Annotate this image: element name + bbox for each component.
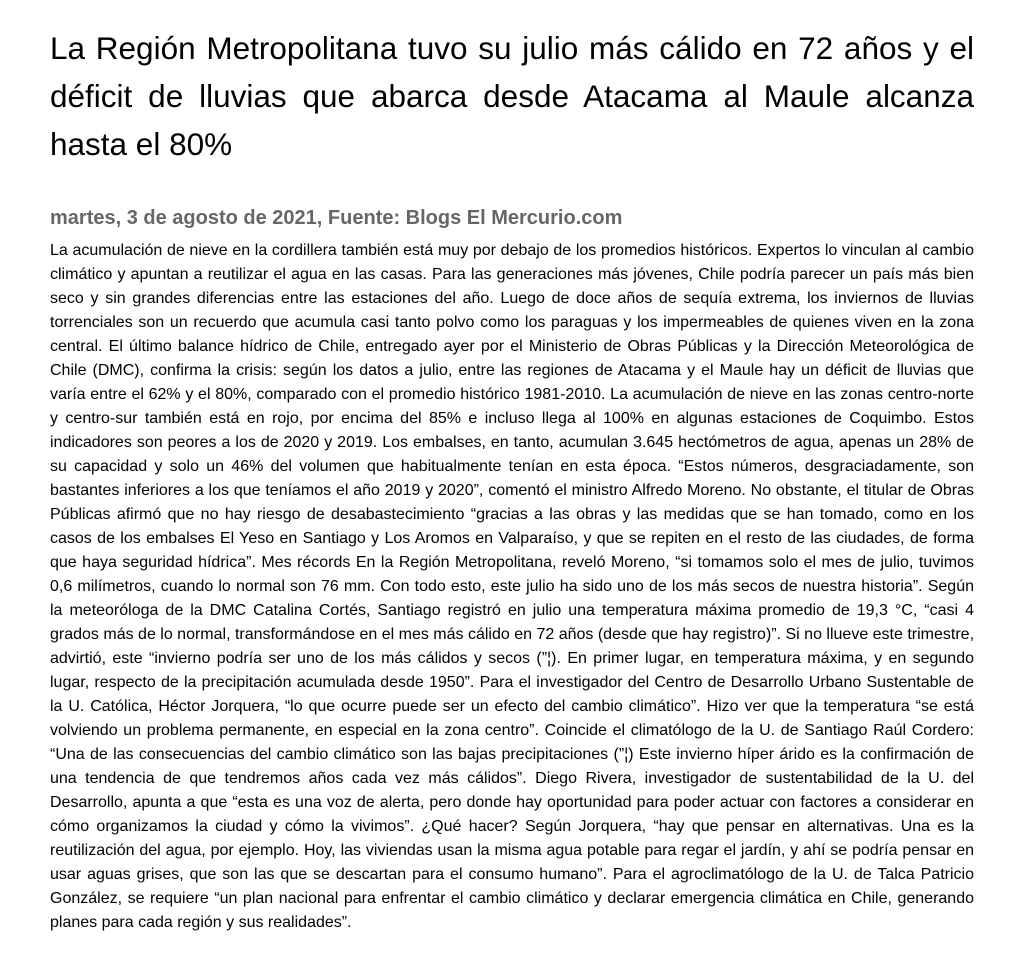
article-body: La acumulación de nieve en la cordillera también está muy por debajo de los promedios históricos. Expertos lo vinculan al cambio climático y apuntan a reutilizar el agua en las casas. Para las generaciones más jóvenes, Chile podría parecer un país más bien seco y sin grandes diferencias entre las estaciones del año. Luego de doce años de sequía extrema, los inviernos de lluvias torrenciales son un recuerdo que acumula casi tanto polvo como los paraguas y los impermeables de quienes viven en la zona central. El último balance hídrico de Chile, entregado ayer por el Ministerio de Obras Públicas y la Dirección Meteorológica de Chile (DMC), confirma la crisis: según los datos a julio, entre las regiones de Atacama y el Maule hay un déficit de lluvias que varía entre el 62% y el 80%, comparado con el promedio histórico 1981-2010. La acumulación de nieve en las zonas centro-norte y centro-sur también está en rojo, por encima del 85% e incluso llega al 100% en algunas estaciones de Coquimbo. Estos indicadores son peores a los de 2020 y 2019. Los embalses, en tanto, acumulan 3.645 hectómetros de agua, apenas un 28% de su capacidad y solo un 46% del volumen que habitualmente tenían en esta época. “Estos números, desgraciadamente, son bastantes inferiores a los que teníamos el año 2019 y 2020”, comentó el ministro Alfredo Moreno. No obstante, el titular de Obras Públicas afirmó que no hay riesgo de desabastecimiento “gracias a las obras y las medidas que se han tomado, como en los casos de los embalses El Yeso en Santiago y Los Aromos en Valparaíso, y que se repiten en el resto de las ciudades, de forma que haya seguridad hídrica”. Mes récords En la Región Metropolitana, reveló Moreno, “si tomamos solo el mes de julio, tuvimos 0,6 milímetros, cuando lo normal son 76 mm. Con todo esto, este julio ha sido uno de los más secos de nuestra historia”. Según la meteoróloga de la DMC Catalina Cortés, Santiago registró en julio una temperatura máxima promedio de 19,3 °C, “casi 4 grados más de lo normal, transformándose en el mes más cálido en 72 años (desde que hay registro)”. Si no llueve este trimestre, advirtió, este “invierno podría ser uno de los más cálidos y secos (”¦). En primer lugar, en temperatura máxima, y en segundo lugar, respecto de la precipitación acumulada desde 1950”. Para el investigador del Centro de Desarrollo Urbano Sustentable de la U. Católica, Héctor Jorquera, “lo que ocurre puede ser un efecto del cambio climático”. Hizo ver que la temperatura “se está volviendo un problema permanente, en especial en la zona centro”. Coincide el climatólogo de la U. de Santiago Raúl Cordero: “Una de las consecuencias del cambio climático son las bajas precipitaciones (”¦) Este invierno híper árido es la confirmación de una tendencia de que tendremos años cada vez más cálidos”. Diego Rivera, investigador de sustentabilidad de la U. del Desarrollo, apunta a que “esta es una voz de alerta, pero donde hay oportunidad para poder actuar con factores a considerar en cómo organizamos la ciudad y cómo la vivimos”. ¿Qué hacer? Según Jorquera, “hay que pensar en alternativas. Una es la reutilización del agua, por ejemplo. Hoy, las viviendas usan la misma agua potable para regar el jardín, y ahí se podría pensar en usar aguas grises, que son las que se descartan para el consumo humano”. Para el agroclimatólogo de la U. de Talca Patricio González, se requiere “un plan nacional para enfrentar el cambio climático y declarar emergencia climática en Chile, generando planes para cada región y sus realidades”. xyxy=(50,242,975,931)
article-title: La Región Metropolitana tuvo su julio más cálido en 72 años y el déficit de lluvias que abarca desde Atacama al Maule alcanza hasta el 80% xyxy=(50,30,974,162)
article xyxy=(50,24,974,935)
article-date-source: martes, 3 de agosto de 2021, Fuente: Blogs El Mercurio.com xyxy=(50,207,623,229)
